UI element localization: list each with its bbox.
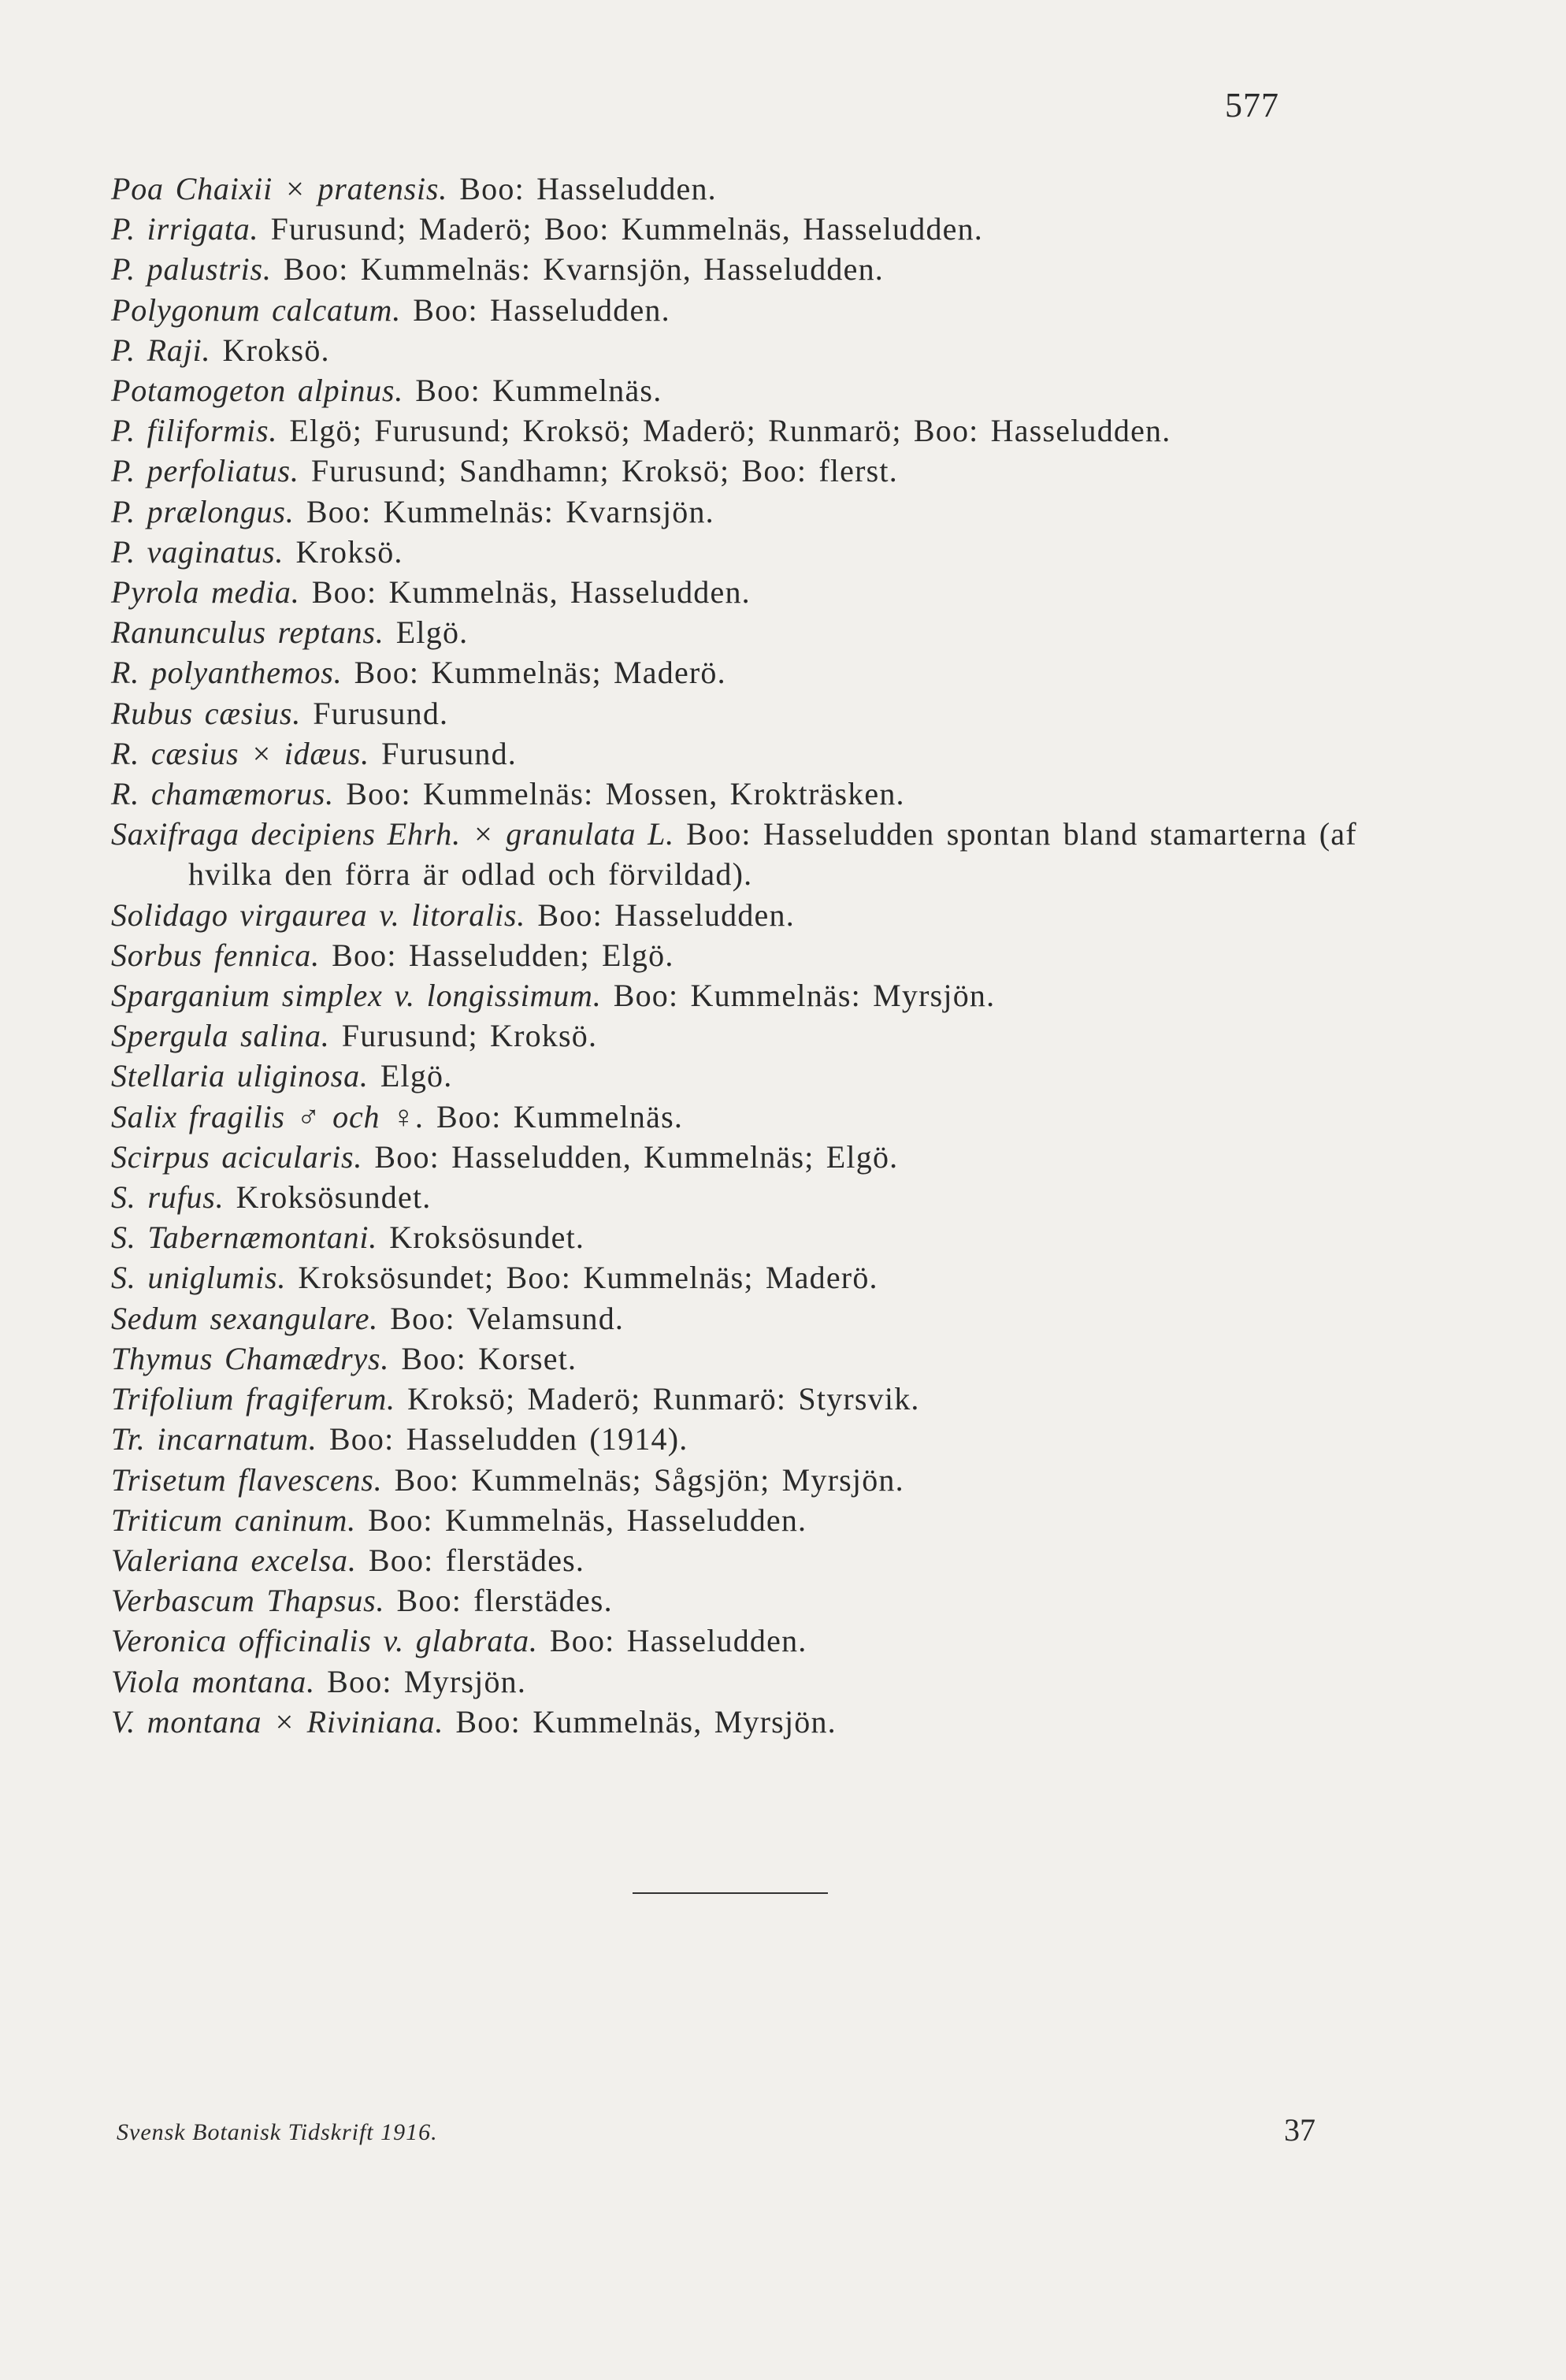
locality-text: Boo: Hasseludden. [413, 291, 670, 328]
species-entry [111, 935, 1371, 975]
species-name: P. filiformis. [111, 413, 278, 449]
species-name: P. vaginatus. [111, 533, 284, 570]
species-entry [111, 895, 1371, 935]
locality-text: Boo: Hasseludden spontan bland stamarterna (af hvilka den förra är odlad och förvildad). [188, 816, 1357, 893]
species-name: Veronica officinalis v. glabrata. [111, 1623, 538, 1659]
locality-text: Boo: Korset. [401, 1340, 577, 1376]
locality-text: Boo: Velamsund. [390, 1300, 625, 1336]
species-name: Pyrola media. [111, 574, 300, 611]
species-entry [111, 1298, 1371, 1339]
species-entry [111, 1177, 1371, 1217]
species-name: Scirpus acicularis. [111, 1138, 363, 1175]
species-name: Sorbus fennica. [111, 937, 320, 973]
locality-text: Kroksö. [222, 332, 330, 368]
locality-text: Boo: Hasseludden. [549, 1623, 807, 1659]
species-name: Poa Chaixii × pratensis. [111, 171, 448, 206]
locality-text: Boo: Hasseludden. [537, 897, 795, 933]
locality-text: Furusund. [381, 735, 518, 771]
species-entry [111, 370, 1371, 410]
species-entry [111, 1540, 1371, 1580]
locality-text: Boo: Myrsjön. [327, 1663, 527, 1699]
species-entry [111, 814, 1371, 894]
locality-text: Kroksö; Maderö; Runmarö: Styrsvik. [407, 1381, 920, 1417]
locality-text: Boo: Kummelnäs. [436, 1098, 684, 1134]
species-name: Verbascum Thapsus. [111, 1583, 385, 1619]
locality-text: Boo: Kummelnäs; Sågsjön; Myrsjön. [394, 1461, 904, 1498]
species-name: Thymus Chamædrys. [111, 1340, 390, 1376]
signature-number: 37 [1284, 2112, 1316, 2148]
species-entry [111, 169, 1371, 209]
locality-text: Boo: Kummelnäs: Myrsjön. [613, 978, 996, 1014]
locality-text: Boo: Kummelnäs, Hasseludden. [311, 574, 751, 611]
species-name: S. rufus. [111, 1179, 225, 1216]
species-name: Saxifraga decipiens Ehrh. × granulata L. [111, 816, 674, 852]
locality-text: Kroksösundet. [389, 1220, 585, 1256]
species-name: P. irrigata. [111, 211, 259, 247]
species-entry [111, 774, 1371, 814]
species-entry [111, 1137, 1371, 1177]
species-list [111, 169, 1371, 1742]
species-name: Valeriana excelsa. [111, 1542, 357, 1578]
species-entry [111, 693, 1371, 733]
species-entry [111, 410, 1371, 451]
locality-text: Boo: Hasseludden; Elgö. [332, 937, 674, 973]
species-name: Tr. incarnatum. [111, 1421, 317, 1457]
journal-footer: Svensk Botanisk Tidskrift 1916. [117, 2119, 438, 2145]
species-entry [111, 1419, 1371, 1459]
species-name: Stellaria uliginosa. [111, 1058, 369, 1094]
species-entry [111, 451, 1371, 491]
species-entry [111, 1621, 1371, 1661]
locality-text: Boo: Kummelnäs: Kvarnsjön, Hasseludden. [283, 251, 884, 288]
locality-text: Boo: flerstädes. [368, 1542, 585, 1578]
species-name: Sedum sexangulare. [111, 1300, 379, 1336]
species-name: R. polyanthemos. [111, 655, 343, 691]
species-name: Polygonum calcatum. [111, 291, 402, 328]
species-name: Sparganium simplex v. longissimum. [111, 978, 602, 1014]
locality-text: Boo: Kummelnäs; Maderö. [354, 655, 726, 691]
locality-text: Furusund; Maderö; Boo: Kummelnäs, Hasseludden. [270, 211, 984, 247]
locality-text: Boo: Kummelnäs, Myrsjön. [455, 1703, 837, 1740]
species-entry [111, 330, 1371, 370]
species-entry [111, 492, 1371, 532]
species-entry [111, 652, 1371, 692]
species-entry [111, 532, 1371, 572]
locality-text: Furusund; Sandhamn; Kroksö; Boo: flerst. [310, 453, 898, 489]
species-entry [111, 733, 1371, 774]
locality-text: Boo: Hasseludden, Kummelnäs; Elgö. [374, 1138, 899, 1175]
species-entry [111, 249, 1371, 289]
page-number: 577 [1225, 86, 1279, 124]
species-entry [111, 1662, 1371, 1702]
species-entry [111, 209, 1371, 249]
locality-text: Kroksö. [295, 533, 403, 570]
locality-text: Furusund; Kroksö. [341, 1018, 598, 1054]
species-name: Trisetum flavescens. [111, 1461, 383, 1498]
species-entry [111, 1702, 1371, 1742]
species-name: V. montana × Riviniana. [111, 1703, 444, 1740]
species-name: Triticum caninum. [111, 1502, 356, 1538]
species-entry [111, 1217, 1371, 1257]
species-entry [111, 975, 1371, 1015]
locality-text: Elgö; Furusund; Kroksö; Maderö; Runmarö; Boo: Hasseludden. [289, 413, 1171, 449]
species-entry [111, 572, 1371, 612]
species-name: P. Raji. [111, 332, 211, 368]
locality-text: Kroksösundet; Boo: Kummelnäs; Maderö. [298, 1260, 878, 1296]
species-name: Viola montana. [111, 1663, 315, 1699]
species-entry [111, 290, 1371, 330]
locality-text: Kroksösundet. [236, 1179, 432, 1216]
species-name: Spergula salina. [111, 1018, 330, 1054]
locality-text: Boo: Kummelnäs: Kvarnsjön. [306, 493, 714, 529]
species-name: P. perfoliatus. [111, 453, 299, 489]
species-entry [111, 1460, 1371, 1500]
species-name: P. palustris. [111, 251, 272, 288]
locality-text: Furusund. [313, 695, 449, 731]
species-name: R. chamæmorus. [111, 776, 334, 812]
species-entry [111, 612, 1371, 652]
species-entry [111, 1257, 1371, 1298]
species-entry [111, 1015, 1371, 1056]
locality-text: Boo: Hasseludden. [459, 171, 717, 206]
species-name: R. cæsius × idæus. [111, 735, 369, 771]
species-name: S. Tabernæmontani. [111, 1220, 378, 1256]
species-name: S. uniglumis. [111, 1260, 287, 1296]
species-entry [111, 1097, 1371, 1137]
species-name: P. prælongus. [111, 493, 295, 529]
locality-text: Boo: Kummelnäs: Mossen, Krokträsken. [346, 776, 905, 812]
species-name: Solidago virgaurea v. litoralis. [111, 897, 526, 933]
species-entry [111, 1500, 1371, 1540]
species-name: Trifolium fragiferum. [111, 1381, 395, 1417]
locality-text: Boo: flerstädes. [396, 1583, 613, 1619]
species-name: Ranunculus reptans. [111, 614, 384, 651]
section-divider [633, 1892, 828, 1894]
locality-text: Elgö. [380, 1058, 453, 1094]
locality-text: Elgö. [395, 614, 469, 651]
locality-text: Boo: Kummelnäs. [415, 373, 662, 409]
species-entry [111, 1056, 1371, 1096]
species-entry [111, 1379, 1371, 1419]
species-name: Salix fragilis ♂ och ♀. [111, 1098, 425, 1134]
locality-text: Boo: Hasseludden (1914). [328, 1421, 688, 1457]
species-name: Rubus cæsius. [111, 695, 302, 731]
species-entry [111, 1339, 1371, 1379]
locality-text: Boo: Kummelnäs, Hasseludden. [368, 1502, 807, 1538]
species-name: Potamogeton alpinus. [111, 373, 404, 409]
species-entry [111, 1580, 1371, 1621]
